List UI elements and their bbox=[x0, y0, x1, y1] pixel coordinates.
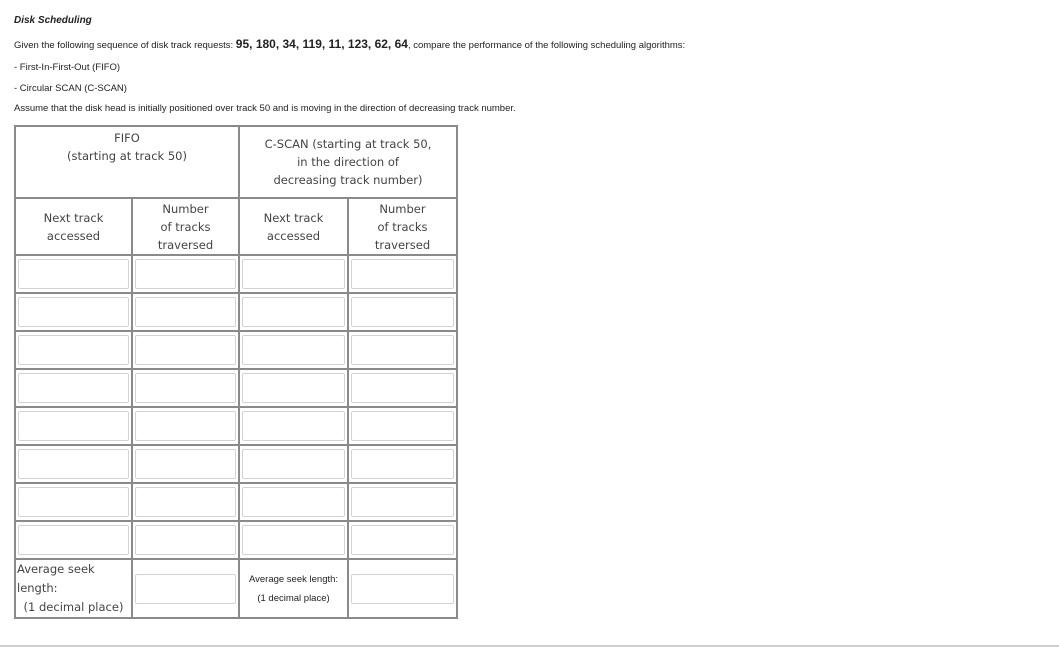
cscan-next-track-input[interactable] bbox=[242, 487, 345, 517]
cscan-next-track-input[interactable] bbox=[242, 335, 345, 365]
fifo-next-track-input[interactable] bbox=[18, 449, 129, 479]
cscan-tracks-traversed-input[interactable] bbox=[351, 373, 454, 403]
answer-row bbox=[15, 445, 457, 483]
fifo-header bbox=[15, 126, 239, 198]
cscan-tracks-traversed-input[interactable] bbox=[351, 259, 454, 289]
cscan-average-input[interactable] bbox=[351, 574, 454, 604]
fifo-tracks-traversed-cell bbox=[132, 521, 239, 559]
col-label: Number bbox=[162, 201, 209, 216]
fifo-header-detail: (starting at track 50) bbox=[67, 149, 187, 163]
answer-row bbox=[15, 255, 457, 293]
page-title: Disk Scheduling bbox=[14, 15, 92, 26]
answer-row bbox=[15, 369, 457, 407]
cscan-header-line2: in the direction of bbox=[297, 155, 399, 169]
col-label: Next track bbox=[43, 210, 104, 225]
fifo-average-input[interactable] bbox=[135, 574, 236, 604]
fifo-next-track-cell bbox=[15, 331, 132, 369]
answer-row bbox=[15, 331, 457, 369]
fifo-tracks-traversed-input[interactable] bbox=[135, 373, 236, 403]
fifo-average-cell bbox=[132, 559, 239, 618]
col-label: traversed bbox=[374, 237, 431, 252]
fifo-next-track-input[interactable] bbox=[18, 259, 129, 289]
cscan-tracks-traversed-input[interactable] bbox=[351, 297, 454, 327]
cscan-tracks-traversed-cell bbox=[348, 521, 457, 559]
cscan-tracks-traversed-cell bbox=[348, 445, 457, 483]
fifo-next-track-input[interactable] bbox=[18, 411, 129, 441]
cscan-next-track-cell bbox=[239, 255, 348, 293]
fifo-tracks-traversed-input[interactable] bbox=[135, 335, 236, 365]
cscan-tracks-traversed-cell bbox=[348, 369, 457, 407]
cscan-tracks-traversed-input[interactable] bbox=[351, 449, 454, 479]
cscan-tracks-traversed-cell bbox=[348, 483, 457, 521]
fifo-tracks-traversed-input[interactable] bbox=[135, 297, 236, 327]
cscan-tracks-traversed-input[interactable] bbox=[351, 487, 454, 517]
avg-label-line1: Average seek length: bbox=[248, 573, 339, 585]
answer-row bbox=[15, 483, 457, 521]
fifo-next-track-cell bbox=[15, 521, 132, 559]
fifo-next-track-cell bbox=[15, 255, 132, 293]
cscan-next-track-input[interactable] bbox=[242, 449, 345, 479]
intro-before: Given the following sequence of disk track requests: bbox=[14, 40, 236, 51]
fifo-tracks-traversed-cell bbox=[132, 255, 239, 293]
cscan-header-line3: decreasing track number) bbox=[273, 173, 423, 187]
answer-rows bbox=[15, 255, 457, 559]
fifo-tracks-traversed-input[interactable] bbox=[135, 487, 236, 517]
col-label: of tracks bbox=[160, 219, 211, 234]
avg-label-line2: (1 decimal place) bbox=[257, 592, 330, 604]
col-label: accessed bbox=[266, 228, 321, 243]
request-sequence: 95, 180, 34, 119, 11, 123, 62, 64 bbox=[235, 37, 408, 51]
fifo-tracks-traversed-input[interactable] bbox=[135, 449, 236, 479]
fifo-tracks-traversed-input[interactable] bbox=[135, 525, 236, 555]
cscan-header-line1: C-SCAN (starting at track 50, bbox=[264, 137, 432, 151]
fifo-tracks-traversed-cell bbox=[132, 369, 239, 407]
cscan-next-track-cell bbox=[239, 483, 348, 521]
cscan-tracks-traversed-input[interactable] bbox=[351, 525, 454, 555]
cscan-next-track-input[interactable] bbox=[242, 259, 345, 289]
answer-row bbox=[15, 407, 457, 445]
fifo-tracks-traversed-cell bbox=[132, 483, 239, 521]
fifo-next-track-input[interactable] bbox=[18, 297, 129, 327]
fifo-next-track-input[interactable] bbox=[18, 373, 129, 403]
col-label: Number bbox=[379, 201, 426, 216]
intro-after: , compare the performance of the following scheduling algorithms: bbox=[407, 40, 686, 51]
fifo-tracks-traversed-cell bbox=[132, 445, 239, 483]
fifo-tracks-traversed-input[interactable] bbox=[135, 259, 236, 289]
answer-row bbox=[15, 293, 457, 331]
avg-label-line2: (1 decimal place) bbox=[23, 600, 124, 614]
cscan-next-track-cell bbox=[239, 331, 348, 369]
col-label: of tracks bbox=[377, 219, 428, 234]
fifo-tracks-traversed-cell bbox=[132, 293, 239, 331]
cscan-next-track-cell bbox=[239, 445, 348, 483]
cscan-tracks-traversed-input[interactable] bbox=[351, 335, 454, 365]
cscan-tracks-traversed-cell bbox=[348, 407, 457, 445]
cscan-next-track-cell bbox=[239, 407, 348, 445]
cscan-average-label bbox=[239, 559, 348, 618]
cscan-next-track-cell bbox=[239, 369, 348, 407]
cscan-next-track-header bbox=[239, 198, 348, 255]
cscan-header bbox=[239, 126, 457, 198]
cscan-tracks-traversed-header bbox=[348, 198, 457, 255]
col-label: traversed bbox=[157, 237, 214, 252]
fifo-tracks-traversed-input[interactable] bbox=[135, 411, 236, 441]
cscan-next-track-input[interactable] bbox=[242, 525, 345, 555]
fifo-next-track-cell bbox=[15, 293, 132, 331]
cscan-next-track-cell bbox=[239, 521, 348, 559]
fifo-next-track-cell bbox=[15, 445, 132, 483]
cscan-tracks-traversed-cell bbox=[348, 331, 457, 369]
cscan-next-track-input[interactable] bbox=[242, 411, 345, 441]
col-label: Next track bbox=[263, 210, 324, 225]
fifo-average-label bbox=[15, 559, 132, 618]
fifo-tracks-traversed-cell bbox=[132, 407, 239, 445]
fifo-next-track-cell bbox=[15, 483, 132, 521]
cscan-tracks-traversed-input[interactable] bbox=[351, 411, 454, 441]
intro-text bbox=[14, 37, 685, 51]
fifo-tracks-traversed-cell bbox=[132, 331, 239, 369]
algorithm-fifo: - First-In-First-Out (FIFO) bbox=[14, 62, 121, 73]
cscan-next-track-input[interactable] bbox=[242, 373, 345, 403]
fifo-tracks-traversed-header bbox=[132, 198, 239, 255]
answer-table bbox=[14, 125, 458, 619]
fifo-next-track-input[interactable] bbox=[18, 335, 129, 365]
fifo-next-track-input[interactable] bbox=[18, 487, 129, 517]
fifo-next-track-header bbox=[15, 198, 132, 255]
algorithm-cscan: - Circular SCAN (C-SCAN) bbox=[14, 83, 127, 94]
fifo-next-track-input[interactable] bbox=[18, 525, 129, 555]
cscan-average-cell bbox=[348, 559, 457, 618]
answer-row bbox=[15, 521, 457, 559]
cscan-tracks-traversed-cell bbox=[348, 293, 457, 331]
fifo-header-name: FIFO bbox=[114, 131, 140, 145]
cscan-tracks-traversed-cell bbox=[348, 255, 457, 293]
assumption-text: Assume that the disk head is initially positioned over track 50 and is moving in the direction of decreasing track number. bbox=[14, 103, 516, 114]
avg-label-line1: Average seek length: bbox=[17, 562, 95, 595]
col-label: accessed bbox=[46, 228, 101, 243]
fifo-next-track-cell bbox=[15, 369, 132, 407]
cscan-next-track-input[interactable] bbox=[242, 297, 345, 327]
bottom-divider bbox=[0, 645, 1059, 647]
cscan-next-track-cell bbox=[239, 293, 348, 331]
fifo-next-track-cell bbox=[15, 407, 132, 445]
